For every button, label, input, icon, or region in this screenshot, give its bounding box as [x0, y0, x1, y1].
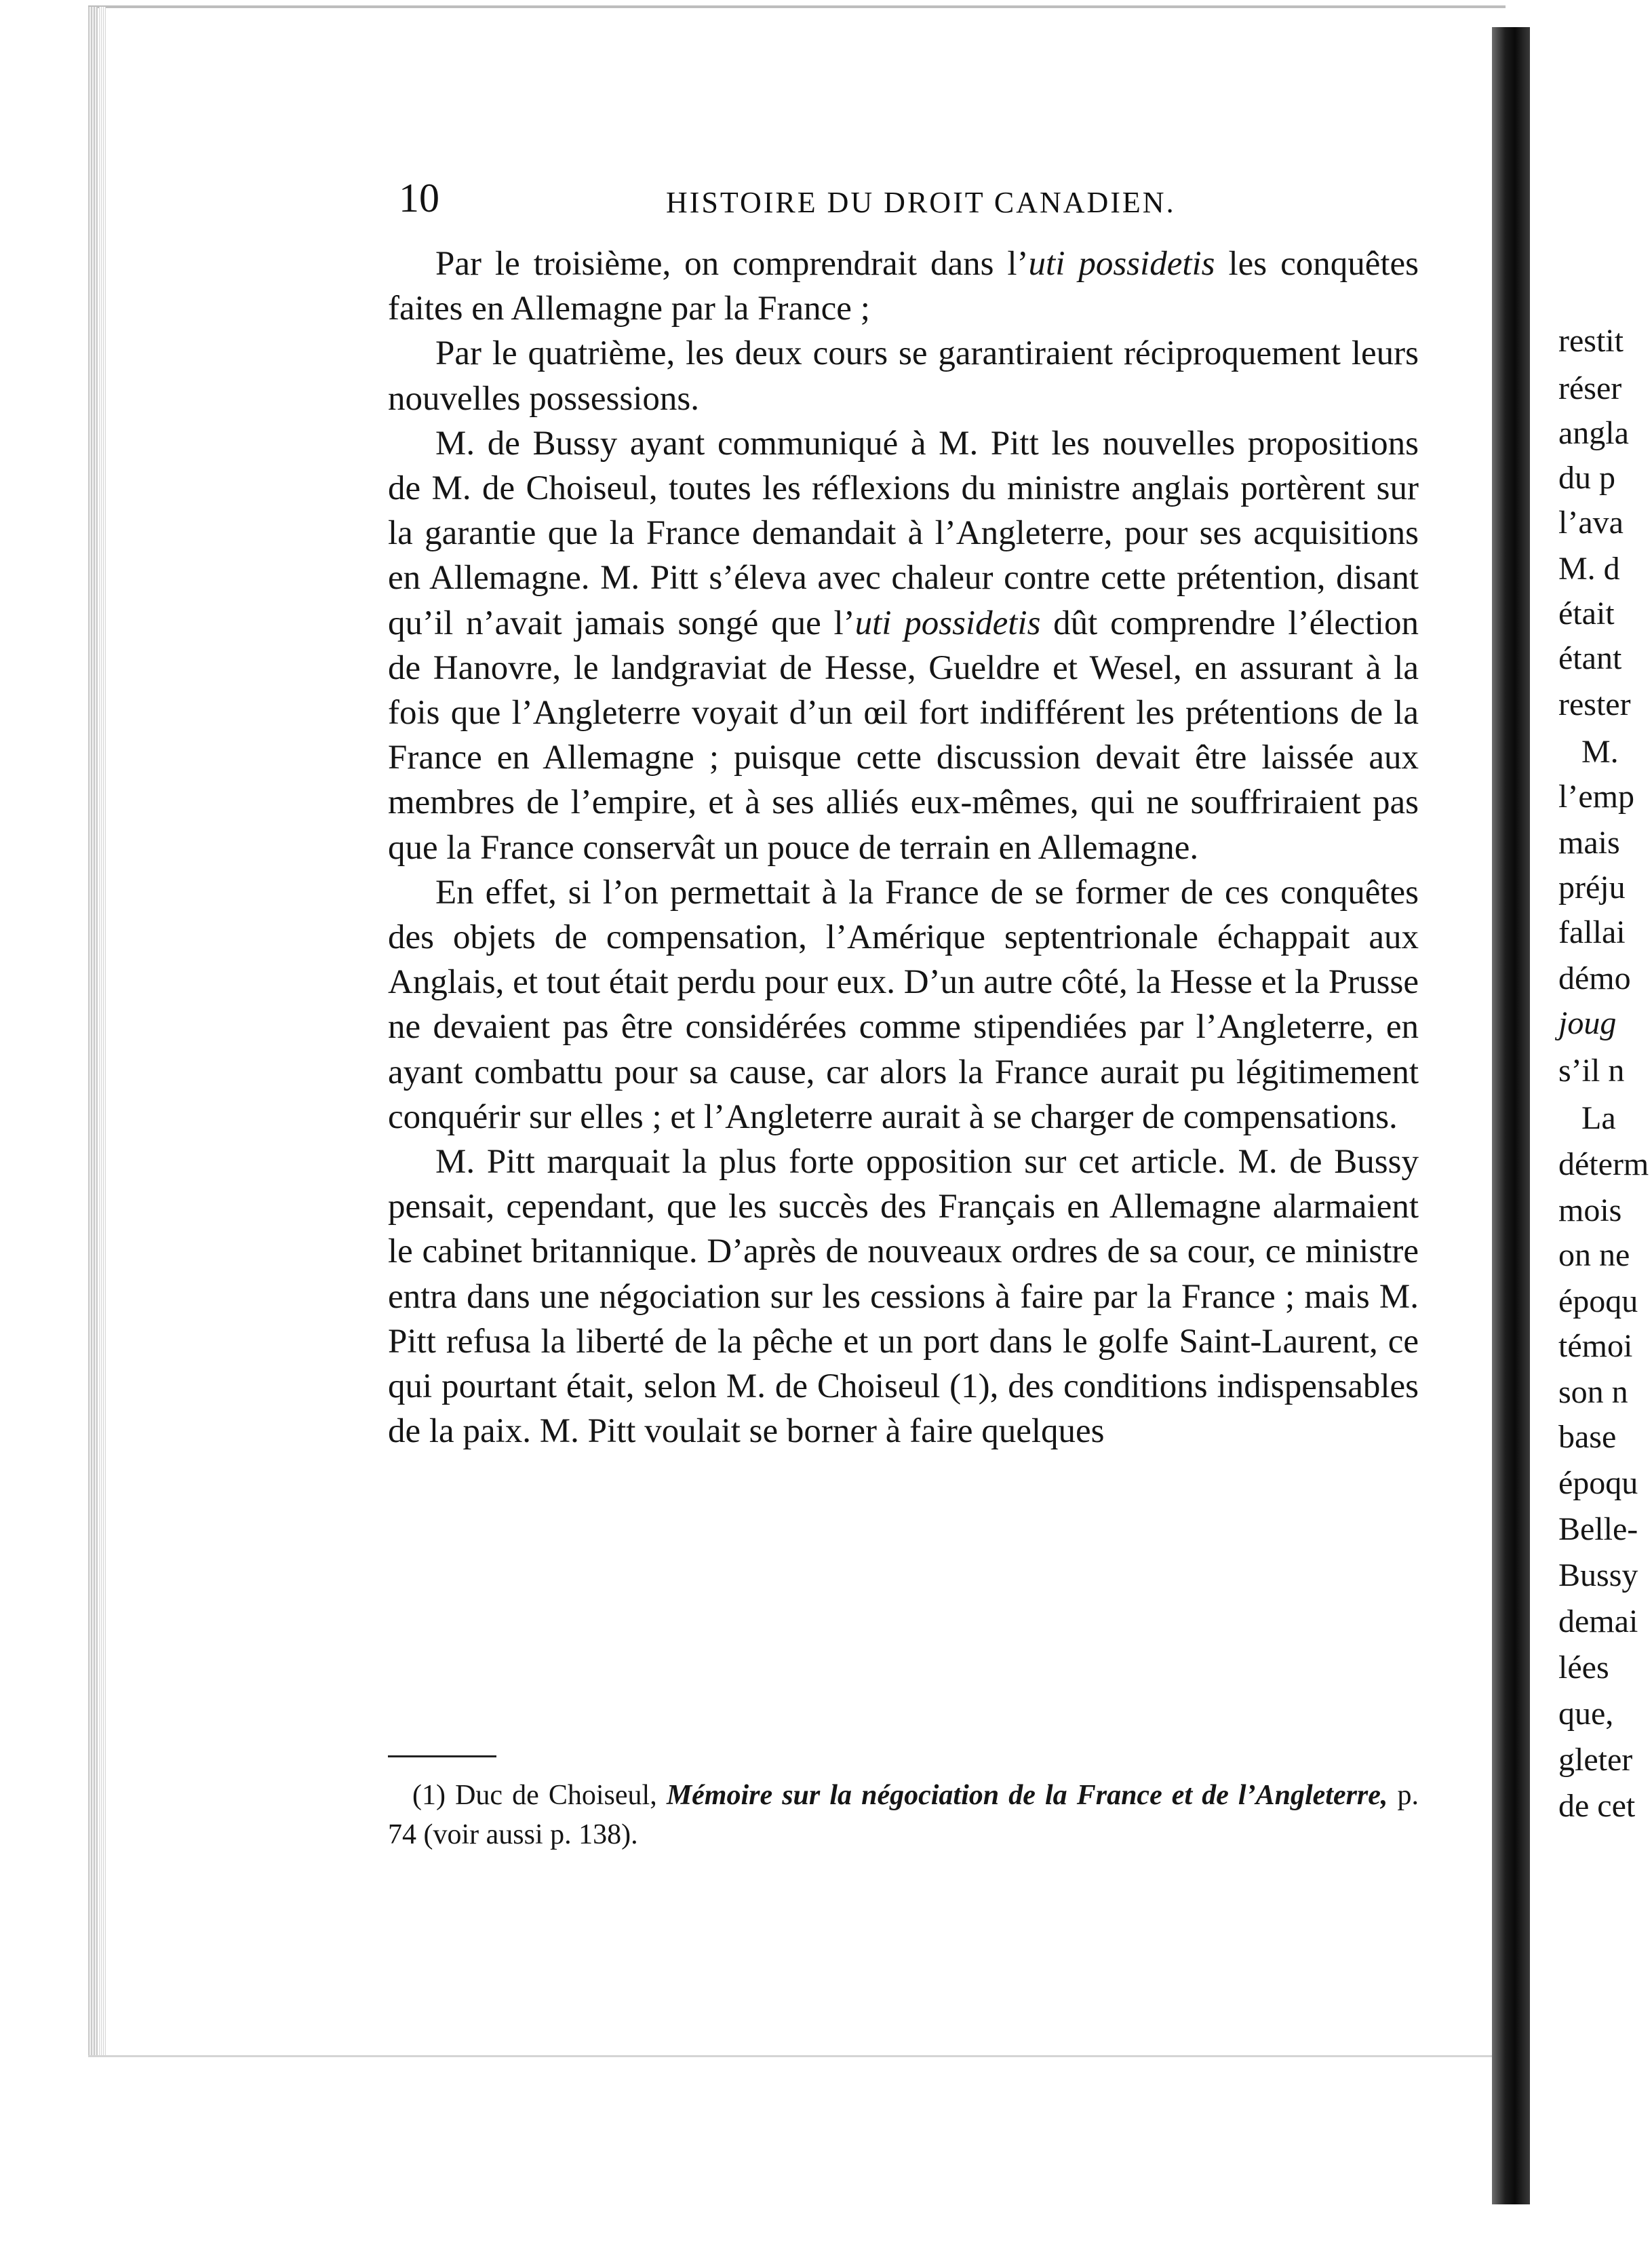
paragraph [388, 241, 1419, 331]
facing-page-line: étant [1558, 640, 1622, 676]
page-stack-edge-inner [99, 7, 106, 2055]
italic-term: uti possidetis [854, 604, 1041, 642]
footnote-pages: p. 74 (voir aussi p. 138). [388, 1780, 1419, 1850]
facing-page-line: était [1558, 596, 1615, 631]
facing-page-line: son n [1558, 1374, 1628, 1410]
paragraph [388, 331, 1419, 421]
paragraph-text: les conquêtes faites en Allemagne par la France ; [388, 245, 1419, 328]
paragraph-text: M. de Bussy ayant communiqué à M. Pitt les nouvelles propositions de M. de Choiseul, toutes les réflexions du ministre anglais portèrent sur la garantie que la France demandait à l’Angleterre, pour ses acquisitions en Allemagne. M. Pitt s’éleva avec chaleur contre cette prétention, disant qu’il n’avait jamais songé que l’ [388, 424, 1419, 642]
facing-page-line: s’il n [1558, 1053, 1625, 1089]
facing-page-line: l’emp [1558, 779, 1634, 815]
paragraph [388, 421, 1419, 870]
footnote [388, 1776, 1419, 1854]
facing-page-line: La [1581, 1100, 1616, 1136]
facing-page-line: Bussy [1558, 1557, 1638, 1593]
paragraph-text: En effet, si l’on permettait à la France de se former de ces conquêtes des objets de compensation, l’Amérique septentrionale échappait aux Anglais, et tout était perdu pour eux. D’un autre côté, la Hesse et la Prusse ne devaient pas être considérées comme stipendiées par l’Angleterre, en ayant combattu pour sa cause, car alors la France aurait pu légitimement conquérir sur elles ; et l’Angleterre aurait à se charger de compensations. [388, 873, 1419, 1136]
page-bottom-edge [88, 2055, 1506, 2057]
facing-page-line: l’ava [1558, 505, 1624, 541]
facing-page-line: démo [1558, 960, 1631, 996]
facing-page-line: M. d [1558, 551, 1620, 587]
body-text [388, 241, 1419, 1454]
book-gutter-shadow [1492, 27, 1530, 2204]
facing-page-line: que, [1558, 1696, 1614, 1732]
facing-page-line: on ne [1558, 1237, 1630, 1273]
facing-page-line: Belle- [1558, 1511, 1638, 1547]
paragraph-text: Par le quatrième, les deux cours se garantiraient réciproquement leurs nouvelles possessions. [388, 334, 1419, 418]
facing-page-line: rester [1558, 686, 1631, 722]
facing-page-line: mois [1558, 1192, 1622, 1228]
paragraph-text: Par le troisième, on comprendrait dans l’ [435, 245, 1029, 283]
facing-page-line: angla [1558, 415, 1629, 451]
facing-page-line: gleter [1558, 1742, 1633, 1778]
facing-page-line: fallai [1558, 914, 1626, 950]
running-head [109, 171, 1492, 225]
facing-page-line: de cet [1558, 1788, 1636, 1824]
footnote-marker: (1) [412, 1780, 446, 1811]
facing-page-line: M. [1581, 734, 1619, 770]
page-number: 10 [399, 176, 439, 220]
paragraph-text: M. Pitt marquait la plus forte opposition sur cet article. M. de Bussy pensait, cependant, que les succès des Français en Allemagne alarmaient le cabinet britannique. D’après de nouveaux ordres de sa cour, ce ministre entra dans une négociation sur les cessions à faire par la France ; mais M. Pitt refusa la liberté de la pêche et un port dans le golfe Saint-Laurent, ce qui pourtant était, selon M. de Choiseul (1), des conditions indispensables de la paix. M. Pitt voulait se borner à faire quelques [388, 1143, 1419, 1451]
paragraph [388, 1139, 1419, 1454]
facing-page-line: époqu [1558, 1465, 1638, 1501]
facing-page-fragment [1534, 0, 1652, 2241]
facing-page-line: lées [1558, 1650, 1609, 1685]
facing-page-line: mais [1558, 825, 1620, 861]
facing-page-line: demai [1558, 1603, 1638, 1639]
facing-page-line: restit [1558, 323, 1624, 359]
italic-term: uti possidetis [1028, 245, 1215, 283]
facing-page-line: témoi [1558, 1328, 1633, 1364]
facing-page-line: déterm [1558, 1146, 1649, 1182]
facing-page-line: réser [1558, 370, 1622, 406]
paragraph-text: dût comprendre l’élection de Hanovre, le landgraviat de Hesse, Gueldre et Wesel, en assurant à la fois que l’Angleterre voyait d’un œil fort indifférent les prétentions de la France en Allemagne ; puisque cette discussion devait être laissée aux membres de l’empire, et à ses alliés eux-mêmes, qui ne souffriraient pas que la France conservât un pouce de terrain en Allemagne. [388, 604, 1419, 867]
facing-page-line: époqu [1558, 1283, 1638, 1319]
running-title: HISTOIRE DU DROIT CANADIEN. [666, 186, 1176, 219]
facing-page-line: préju [1558, 870, 1626, 905]
facing-page-line: joug [1558, 1005, 1617, 1041]
facing-page-line: base [1558, 1419, 1617, 1455]
paragraph [388, 870, 1419, 1139]
footnote-text [388, 1776, 1419, 1854]
footnote-title: Mémoire sur la négociation de la France et de l’Angleterre, [666, 1780, 1388, 1811]
page-stack-edge [88, 7, 98, 2055]
footnote-rule [388, 1755, 496, 1757]
facing-page-line: du p [1558, 460, 1615, 496]
footnote-author: Duc de Choiseul, [445, 1780, 667, 1811]
